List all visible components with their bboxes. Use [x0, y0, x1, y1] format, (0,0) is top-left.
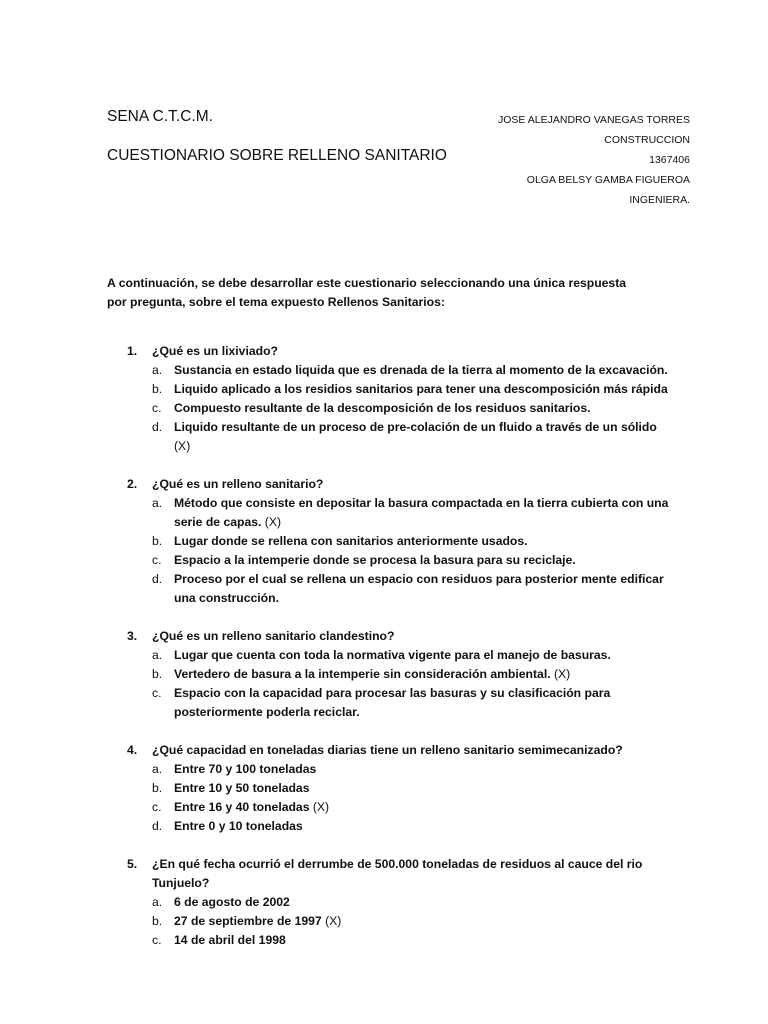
intro-paragraph: A continuación, se debe desarrollar este cuestionario seleccionando una única respuesta por pregunta, sobre el tema expuesto Rellenos Sanitarios: [107, 276, 627, 309]
question-number: 3. [127, 629, 138, 643]
option-letter: c. [152, 553, 162, 567]
answer-option [152, 779, 672, 798]
option-text: Entre 10 y 50 toneladas [174, 781, 310, 795]
option-list [152, 893, 672, 950]
option-letter: a. [152, 363, 163, 377]
option-text: Sustancia en estado liquida que es drenada de la tierra al momento de la excavación. [174, 363, 668, 377]
answer-option [152, 399, 672, 418]
question-item [127, 342, 672, 456]
option-letter: b. [152, 781, 163, 795]
option-text: Entre 16 y 40 toneladas [174, 800, 310, 814]
option-letter: a. [152, 762, 163, 776]
answer-option [152, 931, 672, 950]
answer-option [152, 418, 672, 456]
option-text: Espacio a la intemperie donde se procesa la basura para su reciclaje. [174, 553, 576, 567]
option-list [152, 760, 672, 836]
option-text: 27 de septiembre de 1997 [174, 914, 322, 928]
question-item [127, 627, 672, 722]
document-header-right [498, 110, 690, 210]
option-text: Liquido aplicado a los residios sanitarios para tener una descomposición más rápida [174, 382, 668, 396]
question-number: 1. [127, 344, 138, 358]
answer-option [152, 646, 672, 665]
option-letter: b. [152, 914, 163, 928]
option-text: Entre 0 y 10 toneladas [174, 819, 303, 833]
option-letter: c. [152, 686, 162, 700]
question-text: ¿Qué es un relleno sanitario clandestino? [152, 629, 395, 643]
option-letter: a. [152, 895, 163, 909]
option-letter: c. [152, 800, 162, 814]
answer-option [152, 760, 672, 779]
document-title: CUESTIONARIO SOBRE RELLENO SANITARIO [107, 147, 447, 164]
option-text: Lugar que cuenta con toda la normativa vigente para el manejo de basuras. [174, 648, 611, 662]
instructor-name: OLGA BELSY GAMBA FIGUEROA [526, 174, 690, 186]
option-letter: d. [152, 819, 163, 833]
answer-option [152, 893, 672, 912]
option-letter: d. [152, 572, 163, 586]
option-letter: c. [152, 401, 162, 415]
option-text: Espacio con la capacidad para procesar las basuras y su clasificación para posteriormente poderla reciclar. [174, 686, 611, 719]
option-letter: d. [152, 420, 163, 434]
answer-option [152, 361, 672, 380]
question-number: 4. [127, 743, 138, 757]
question-text: ¿Qué capacidad en toneladas diarias tiene un relleno sanitario semimecanizado? [152, 743, 623, 757]
option-list [152, 361, 672, 456]
question-item [127, 855, 672, 950]
answer-option [152, 532, 672, 551]
answer-mark: (X) [174, 439, 191, 453]
answer-option [152, 912, 672, 931]
option-text: Vertedero de basura a la intemperie sin consideración ambiental. [174, 667, 551, 681]
question-text: ¿En qué fecha ocurrió el derrumbe de 500.000 toneladas de residuos al cauce del rio Tunjuelo? [152, 857, 643, 890]
question-list [127, 342, 672, 969]
answer-option [152, 380, 672, 399]
option-text: 14 de abril del 1998 [174, 933, 286, 947]
institution-name: SENA C.T.C.M. [107, 108, 213, 125]
option-text: Entre 70 y 100 toneladas [174, 762, 317, 776]
option-text: Método que consiste en depositar la basura compactada en la tierra cubierta con una serie de capas. [174, 496, 669, 529]
answer-mark: (X) [309, 800, 330, 814]
option-letter: a. [152, 496, 163, 510]
answer-option [152, 494, 672, 532]
option-letter: a. [152, 648, 163, 662]
program-name: CONSTRUCCION [604, 134, 690, 146]
answer-option [152, 817, 672, 836]
option-text: Compuesto resultante de la descomposición de los residuos sanitarios. [174, 401, 591, 415]
document-header-left [107, 108, 447, 165]
answer-mark: (X) [321, 914, 342, 928]
option-letter: b. [152, 382, 163, 396]
option-letter: c. [152, 933, 162, 947]
answer-mark: (X) [550, 667, 571, 681]
option-text: Lugar donde se rellena con sanitarios anteriormente usados. [174, 534, 528, 548]
answer-mark: (X) [261, 515, 282, 529]
question-number: 5. [127, 857, 138, 871]
option-letter: b. [152, 667, 163, 681]
author-name: JOSE ALEJANDRO VANEGAS TORRES [498, 114, 690, 126]
question-text: ¿Qué es un relleno sanitario? [152, 477, 324, 491]
option-list [152, 494, 672, 608]
answer-option [152, 551, 672, 570]
question-text: ¿Qué es un lixiviado? [152, 344, 278, 358]
option-list [152, 646, 672, 722]
answer-option [152, 665, 672, 684]
answer-option [152, 684, 672, 722]
option-text: 6 de agosto de 2002 [174, 895, 290, 909]
question-item [127, 475, 672, 608]
instructor-title: INGENIERA. [629, 194, 690, 206]
option-text: Proceso por el cual se rellena un espacio con residuos para posterior mente edificar una construcción. [174, 572, 664, 605]
question-number: 2. [127, 477, 138, 491]
option-text: Liquido resultante de un proceso de pre-colación de un fluido a través de un sólido [174, 420, 657, 434]
answer-option [152, 570, 672, 608]
question-item [127, 741, 672, 836]
option-letter: b. [152, 534, 163, 548]
id-number: 1367406 [649, 154, 690, 166]
answer-option [152, 798, 672, 817]
